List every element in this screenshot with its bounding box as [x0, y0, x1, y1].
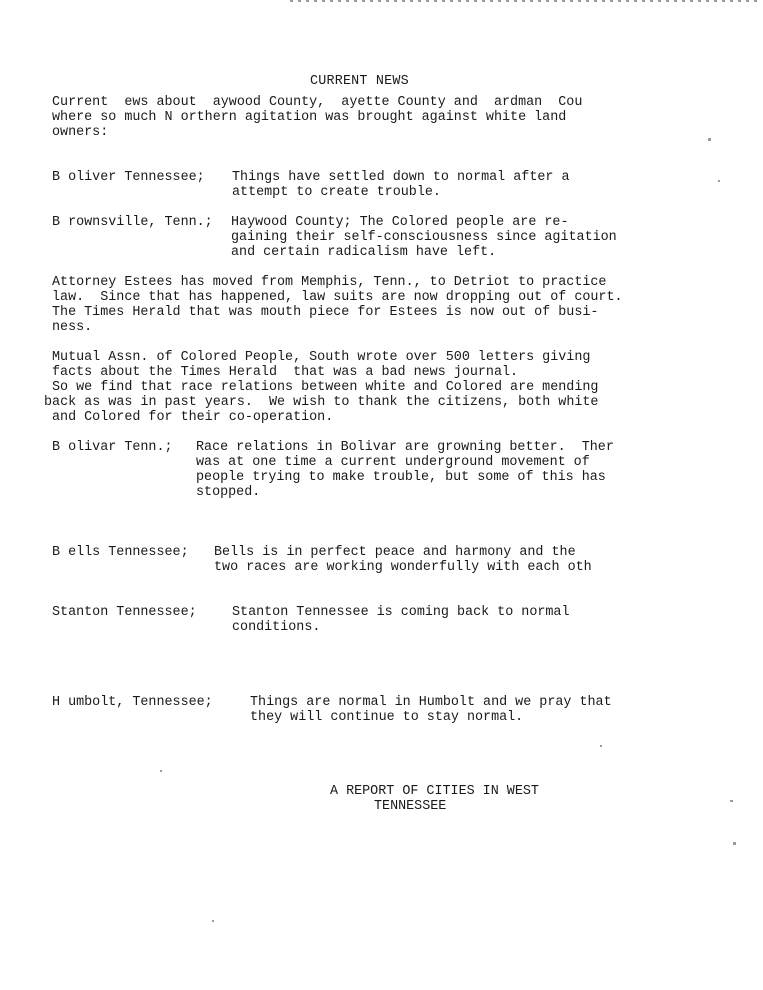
- humbolt-place-label: H umbolt, Tennessee;: [52, 695, 213, 710]
- scan-speck: [600, 745, 602, 747]
- bells-line-2: two races are working wonderfully with each oth: [214, 560, 592, 575]
- top-edge-dots: [290, 0, 760, 2]
- estees-line-1: Attorney Estees has moved from Memphis, Tenn., to Detriot to practice: [52, 275, 607, 290]
- scan-speck: [718, 180, 720, 182]
- footer-line-2: TENNESSEE: [374, 799, 447, 814]
- humbolt-line-1: Things are normal in Humbolt and we pray that: [250, 695, 612, 710]
- mutual-line-5: and Colored for their co-operation.: [52, 410, 334, 425]
- mutual-line-4: back as was in past years. We wish to thank the citizens, both white: [44, 395, 599, 410]
- bells-place-label: B ells Tennessee;: [52, 545, 189, 560]
- brownsville-line-3: and certain radicalism have left.: [231, 245, 497, 260]
- scan-speck: [733, 842, 736, 845]
- scan-speck: [730, 800, 733, 802]
- estees-line-2: law. Since that has happened, law suits are now dropping out of court.: [52, 290, 623, 305]
- stanton-line-1: Stanton Tennessee is coming back to normal: [232, 605, 570, 620]
- brownsville-place-label: B rownsville, Tenn.;: [52, 215, 213, 230]
- mutual-line-1: Mutual Assn. of Colored People, South wrote over 500 letters giving: [52, 350, 591, 365]
- bolivar2-line-1: Race relations in Bolivar are growning better. Ther: [196, 440, 614, 455]
- intro-line-1: Current ews about aywood County, ayette County and ardman Cou: [52, 95, 583, 110]
- scan-speck: [708, 138, 711, 141]
- brownsville-line-2: gaining their self-consciousness since agitation: [231, 230, 617, 245]
- brownsville-line-1: Haywood County; The Colored people are re-: [231, 215, 569, 230]
- intro-line-2: where so much N orthern agitation was brought against white land: [52, 110, 567, 125]
- bolivar-line-2: attempt to create trouble.: [232, 185, 441, 200]
- bolivar2-line-3: people trying to make trouble, but some of this has: [196, 470, 606, 485]
- scan-speck: [160, 770, 162, 772]
- humbolt-line-2: they will continue to stay normal.: [250, 710, 524, 725]
- stanton-line-2: conditions.: [232, 620, 321, 635]
- footer-line-1: A REPORT OF CITIES IN WEST: [330, 784, 539, 799]
- bolivar-place-label: B oliver Tennessee;: [52, 170, 205, 185]
- bolivar-line-1: Things have settled down to normal after a: [232, 170, 570, 185]
- mutual-line-3: So we find that race relations between white and Colored are mending: [52, 380, 599, 395]
- intro-line-3: owners:: [52, 125, 109, 140]
- bolivar2-line-2: was at one time a current underground movement of: [196, 455, 590, 470]
- bolivar2-line-4: stopped.: [196, 485, 261, 500]
- document-title: CURRENT NEWS: [310, 74, 409, 89]
- mutual-line-2: facts about the Times Herald that was a bad news journal.: [52, 365, 519, 380]
- bolivar2-place-label: B olivar Tenn.;: [52, 440, 173, 455]
- bells-line-1: Bells is in perfect peace and harmony and the: [214, 545, 576, 560]
- stanton-place-label: Stanton Tennessee;: [52, 605, 197, 620]
- scan-speck: [212, 920, 214, 922]
- estees-line-3: The Times Herald that was mouth piece for Estees is now out of busi-: [52, 305, 599, 320]
- estees-line-4: ness.: [52, 320, 93, 335]
